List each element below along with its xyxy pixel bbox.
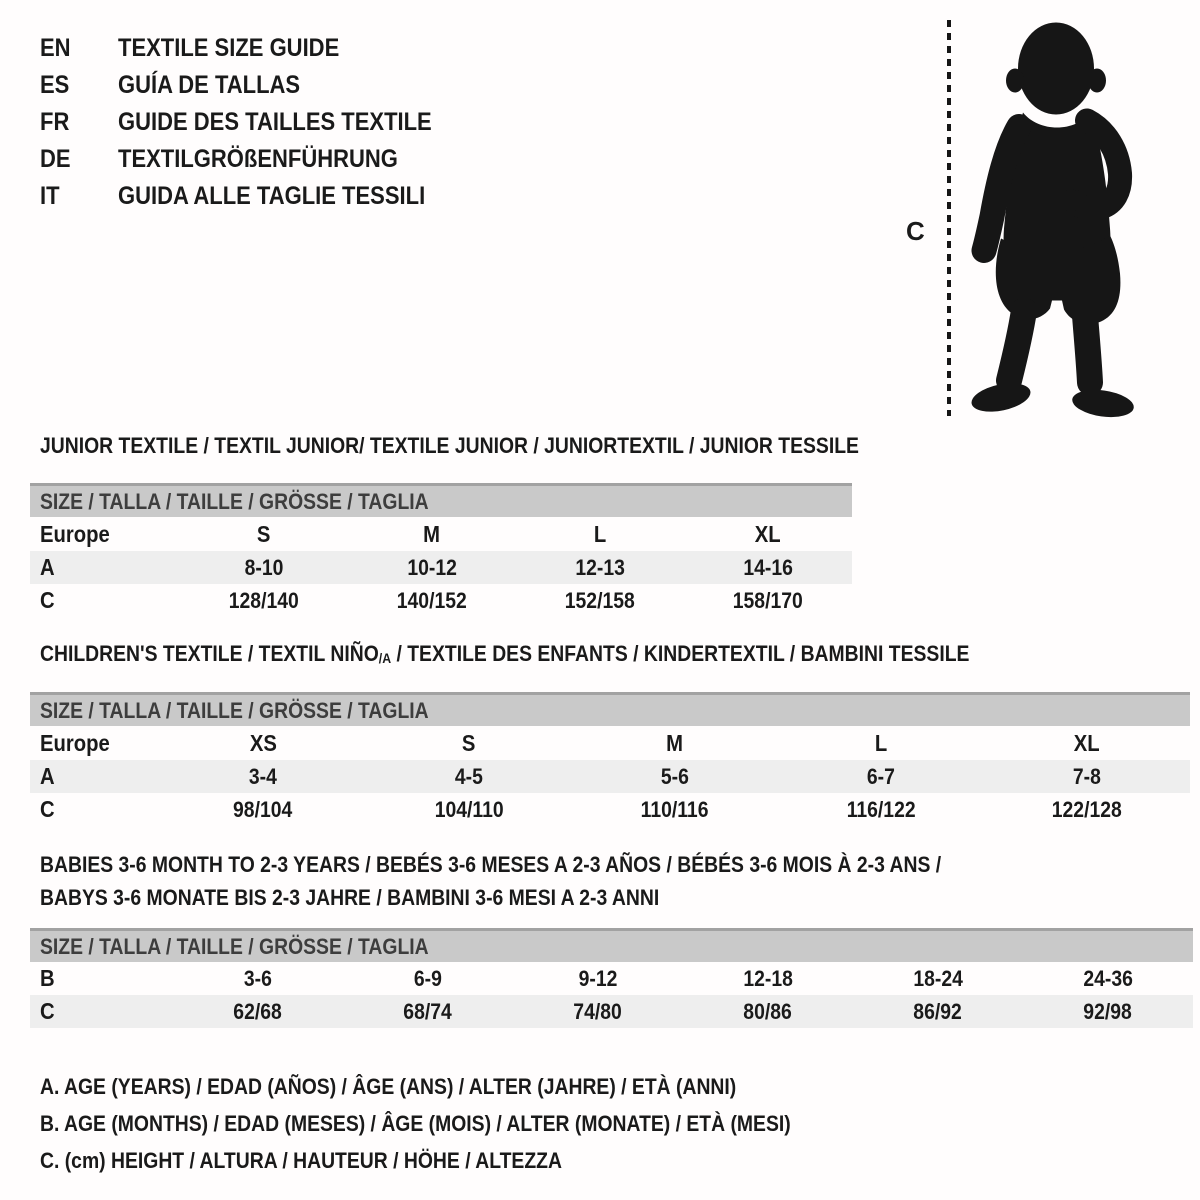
language-title: GUIDE DES TAILLES TEXTILE: [118, 108, 432, 136]
children-title-text: / TEXTILE DES ENFANTS / KINDERTEXTIL / BAMBINI TESSILE: [391, 641, 970, 666]
size-cell: XL: [755, 520, 781, 547]
row-label: C: [40, 587, 55, 613]
table-row: [30, 551, 852, 584]
table-row: [30, 962, 1193, 995]
size-cell: S: [257, 520, 271, 547]
row-label: Europe: [40, 729, 110, 756]
language-row: [40, 104, 475, 141]
size-header-label: SIZE / TALLA / TAILLE / GRÖSSE / TAGLIA: [40, 488, 429, 514]
row-label: Europe: [40, 520, 110, 547]
size-header-label: SIZE / TALLA / TAILLE / GRÖSSE / TAGLIA: [40, 933, 429, 959]
table-row: [30, 793, 1190, 826]
size-cell: L: [593, 520, 607, 547]
height-measure-dashed-line: [947, 20, 951, 416]
size-cell: 4-5: [455, 763, 483, 789]
size-header-bar: [30, 485, 852, 518]
junior-section-title: JUNIOR TEXTILE / TEXTIL JUNIOR/ TEXTILE JUNIOR / JUNIORTEXTIL / JUNIOR TESSILE: [40, 433, 859, 458]
size-cell: M: [666, 729, 684, 756]
language-list: [40, 30, 475, 215]
size-header-label: SIZE / TALLA / TAILLE / GRÖSSE / TAGLIA: [40, 697, 429, 723]
size-cell: 8-10: [244, 554, 284, 580]
size-cell: 6-9: [414, 965, 442, 991]
language-title: GUÍA DE TALLAS: [118, 71, 301, 99]
height-measure-label: C: [906, 216, 925, 246]
size-cell: 122/128: [1052, 796, 1122, 822]
size-cell: 12-18: [743, 965, 793, 991]
size-cell: 74/80: [573, 998, 623, 1024]
size-cell: 116/122: [846, 796, 916, 822]
legend-line-b: B. AGE (MONTHS) / EDAD (MESES) / ÂGE (MOIS) / ALTER (MONATE) / ETÀ (MESI): [40, 1110, 791, 1136]
junior-size-table: [30, 483, 852, 617]
row-label: C: [40, 998, 55, 1024]
size-cell: 5-6: [661, 763, 689, 789]
table-row: [30, 584, 852, 617]
language-title: GUIDA ALLE TAGLIE TESSILI: [118, 182, 426, 210]
baby-silhouette-icon: [963, 14, 1143, 419]
row-label: A: [40, 554, 55, 580]
language-code: EN: [40, 34, 71, 62]
size-cell: 92/98: [1083, 998, 1133, 1024]
table-row: [30, 726, 1190, 760]
children-size-table: [30, 692, 1190, 826]
language-row: [40, 30, 475, 67]
size-cell: 10-12: [407, 554, 457, 580]
size-cell: L: [874, 729, 888, 756]
size-header-bar: [30, 694, 1190, 727]
size-cell: 9-12: [578, 965, 618, 991]
size-cell: 98/104: [233, 796, 293, 822]
size-cell: 12-13: [575, 554, 625, 580]
row-label: C: [40, 796, 55, 822]
size-cell: 18-24: [913, 965, 963, 991]
babies-title-line1: BABIES 3-6 MONTH TO 2-3 YEARS / BEBÉS 3-6 MESES A 2-3 AÑOS / BÉBÉS 3-6 MOIS À 2-3 ANS /: [40, 852, 942, 877]
size-cell: S: [462, 729, 476, 756]
legend: [40, 1068, 893, 1179]
size-cell: XS: [249, 729, 277, 756]
size-cell: 158/170: [733, 587, 803, 613]
size-cell: XL: [1074, 729, 1100, 756]
size-cell: 104/110: [434, 796, 504, 822]
row-label: A: [40, 763, 55, 789]
language-row: [40, 67, 475, 104]
size-cell: 140/152: [397, 587, 467, 613]
size-cell: 3-4: [249, 763, 277, 789]
children-title-suffix: /A: [378, 650, 392, 666]
babies-title-line2: BABYS 3-6 MONATE BIS 2-3 JAHRE / BAMBINI 3-6 MESI A 2-3 ANNI: [40, 885, 660, 910]
size-cell: 80/86: [743, 998, 793, 1024]
babies-section-title: [40, 848, 1064, 914]
table-row: [30, 517, 852, 551]
size-cell: 24-36: [1083, 965, 1133, 991]
table-row: [30, 760, 1190, 793]
table-row: [30, 995, 1193, 1028]
language-code: IT: [40, 182, 60, 210]
size-cell: 7-8: [1073, 763, 1101, 789]
size-cell: 110/116: [641, 796, 709, 822]
language-code: FR: [40, 108, 70, 136]
size-cell: 6-7: [867, 763, 895, 789]
language-title: TEXTILGRÖßENFÜHRUNG: [118, 145, 398, 173]
language-code: DE: [40, 145, 71, 173]
size-cell: 62/68: [233, 998, 283, 1024]
language-code: ES: [40, 71, 70, 99]
size-cell: 86/92: [913, 998, 963, 1024]
size-cell: 152/158: [565, 587, 635, 613]
babies-size-table: [30, 928, 1193, 1028]
size-cell: M: [423, 520, 441, 547]
size-header-bar: [30, 930, 1193, 963]
legend-line-a: A. AGE (YEARS) / EDAD (AÑOS) / ÂGE (ANS) / ALTER (JAHRE) / ETÀ (ANNI): [40, 1073, 737, 1099]
children-title-text: CHILDREN'S TEXTILE / TEXTIL NIÑO: [40, 641, 379, 666]
size-cell: 68/74: [403, 998, 453, 1024]
legend-line-c: C. (cm) HEIGHT / ALTURA / HAUTEUR / HÖHE / ALTEZZA: [40, 1147, 562, 1173]
language-row: [40, 141, 475, 178]
row-label: B: [40, 965, 55, 991]
size-cell: 3-6: [244, 965, 272, 991]
language-title: TEXTILE SIZE GUIDE: [118, 34, 340, 62]
children-section-title: [40, 641, 1096, 667]
language-row: [40, 178, 475, 215]
size-cell: 14-16: [743, 554, 793, 580]
size-cell: 128/140: [229, 587, 299, 613]
